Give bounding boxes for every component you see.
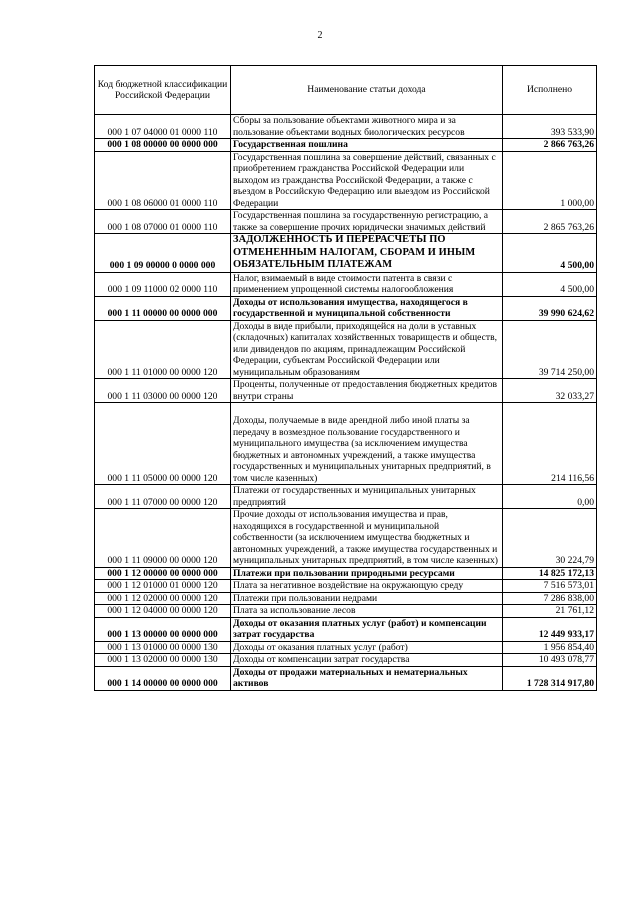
revenue-name-text: Платежи при пользовании природными ресурсами — [233, 567, 455, 579]
table-row — [95, 485, 597, 509]
table-row — [95, 509, 597, 568]
revenue-name-text: Проценты, полученные от предоставления бюджетных кредитов внутри страны — [233, 379, 498, 402]
revenue-name-text: Доходы от продажи материальных и нематериальных активов — [233, 666, 468, 689]
budget-code-cell: 000 1 13 00000 00 0000 000 — [95, 617, 231, 641]
revenue-name-cell — [231, 654, 503, 667]
revenue-name-cell — [231, 605, 503, 618]
budget-code-cell: 000 1 08 06000 01 0000 110 — [95, 151, 231, 210]
table-row — [95, 641, 597, 654]
revenue-name-text: Государственная пошлина — [233, 139, 348, 150]
executed-amount-cell: 4 500,00 — [503, 234, 597, 273]
budget-code-cell: 000 1 08 07000 01 0000 110 — [95, 210, 231, 234]
revenue-name-text: Доходы в виде прибыли, приходящейся на доли в уставных (складочных) капиталах хозяйственных товариществ и обществ, или дивидендов по акциям, принадлежащим Российской Федерации, субъектам Российской Федерации или муниципальным образованиям — [233, 320, 498, 378]
table-row — [95, 403, 597, 485]
executed-amount-cell: 1 956 854,40 — [503, 641, 597, 654]
table-header-row — [95, 66, 597, 115]
table-row — [95, 617, 597, 641]
revenue-table — [94, 65, 597, 691]
revenue-name-cell — [231, 580, 503, 593]
table-row — [95, 605, 597, 618]
executed-amount-cell: 393 533,90 — [503, 115, 597, 139]
table-row — [95, 296, 597, 320]
budget-code-cell: 000 1 13 02000 00 0000 130 — [95, 654, 231, 667]
revenue-name-cell — [231, 210, 503, 234]
revenue-name-text: Платежи при пользовании недрами — [233, 592, 378, 604]
executed-amount-cell: 39 990 624,62 — [503, 296, 597, 320]
table-row — [95, 151, 597, 210]
table-row — [95, 139, 597, 152]
executed-amount-cell: 32 033,27 — [503, 379, 597, 403]
executed-amount-cell: 14 825 172,13 — [503, 567, 597, 580]
revenue-name-cell — [231, 139, 503, 152]
header-name: Наименование статьи дохода — [231, 66, 503, 115]
revenue-name-text: Государственная пошлина за государственную регистрацию, а также за совершение прочих юридически значимых действий — [233, 210, 489, 233]
revenue-name-cell — [231, 509, 503, 568]
revenue-name-cell — [231, 567, 503, 580]
table-row — [95, 666, 597, 690]
executed-amount-cell: 39 714 250,00 — [503, 320, 597, 379]
revenue-name-text: Платежи от государственных и муниципальных унитарных предприятий — [233, 485, 476, 508]
revenue-name-cell — [231, 234, 503, 273]
revenue-name-cell — [231, 641, 503, 654]
revenue-name-cell — [231, 403, 503, 485]
revenue-name-cell — [231, 379, 503, 403]
table-body — [95, 115, 597, 691]
revenue-name-cell — [231, 666, 503, 690]
executed-amount-cell: 21 761,12 — [503, 605, 597, 618]
budget-code-cell: 000 1 11 07000 00 0000 120 — [95, 485, 231, 509]
revenue-name-text: Прочие доходы от использования имущества и прав, находящихся в государственной и муниципальной собственности (за исключением имущества бюджетных и автономных учреждений, а также имущества государственных и муниципальных унитарных предприятий, в том числе казенных) — [233, 509, 498, 566]
table-row — [95, 592, 597, 605]
header-executed: Исполнено — [503, 66, 597, 115]
budget-code-cell: 000 1 11 09000 00 0000 120 — [95, 509, 231, 568]
revenue-name-text: Государственная пошлина за совершение действий, связанных с приобретением гражданства Российской Федерации или выходом из гражданства Российской Федерации, а также с въездом в Российскую Федерацию или выездом из Российской Федерации — [233, 151, 496, 209]
table-row — [95, 234, 597, 273]
table-row — [95, 115, 597, 139]
budget-code-cell: 000 1 12 01000 01 0000 120 — [95, 580, 231, 593]
executed-amount-cell: 30 224,79 — [503, 509, 597, 568]
executed-amount-cell: 7 516 573,01 — [503, 580, 597, 593]
budget-code-cell: 000 1 12 00000 00 0000 000 — [95, 567, 231, 580]
budget-code-cell: 000 1 11 05000 00 0000 120 — [95, 403, 231, 485]
executed-amount-cell: 214 116,56 — [503, 403, 597, 485]
executed-amount-cell: 7 286 838,00 — [503, 592, 597, 605]
revenue-name-text: Доходы от компенсации затрат государства — [233, 654, 410, 665]
revenue-name-cell — [231, 592, 503, 605]
budget-code-cell: 000 1 11 01000 00 0000 120 — [95, 320, 231, 379]
table-row — [95, 210, 597, 234]
table-row — [95, 654, 597, 667]
revenue-name-text: Доходы от использования имущества, находящегося в государственной и муниципальной собственности — [233, 296, 468, 319]
revenue-name-cell — [231, 272, 503, 296]
revenue-name-cell — [231, 320, 503, 379]
page-number: 2 — [317, 30, 323, 41]
budget-code-cell: 000 1 11 00000 00 0000 000 — [95, 296, 231, 320]
budget-code-cell: 000 1 14 00000 00 0000 000 — [95, 666, 231, 690]
budget-code-cell: 000 1 09 00000 0 0000 000 — [95, 234, 231, 273]
revenue-name-text: Плата за использование лесов — [233, 605, 356, 616]
executed-amount-cell: 2 865 763,26 — [503, 210, 597, 234]
table-row — [95, 320, 597, 379]
table-row — [95, 272, 597, 296]
cell-spacer — [233, 403, 500, 415]
revenue-name-text: ЗАДОЛЖЕННОСТЬ И ПЕРЕРАСЧЕТЫ ПО ОТМЕНЕННЫМ НАЛОГАМ, СБОРАМ И ИНЫМ ОБЯЗАТЕЛЬНЫМ ПЛАТЕЖАМ — [233, 234, 476, 270]
budget-code-cell: 000 1 11 03000 00 0000 120 — [95, 379, 231, 403]
revenue-name-text: Доходы, получаемые в виде арендной либо иной платы за передачу в возмездное пользование государственного и муниципального имущества (за исключением имущества бюджетных и автономных учреждений, а также имущества государственных и муниципальных унитарных предприятий, в том числе казенных) — [233, 415, 491, 484]
budget-code-cell: 000 1 13 01000 00 0000 130 — [95, 641, 231, 654]
budget-code-cell: 000 1 09 11000 02 0000 110 — [95, 272, 231, 296]
executed-amount-cell: 12 449 933,17 — [503, 617, 597, 641]
revenue-name-text: Доходы от оказания платных услуг (работ) и компенсации затрат государства — [233, 617, 487, 640]
revenue-name-text: Налог, взимаемый в виде стоимости патента в связи с применением упрощенной системы налогообложения — [233, 272, 454, 295]
revenue-name-cell — [231, 617, 503, 641]
budget-code-cell: 000 1 12 04000 00 0000 120 — [95, 605, 231, 618]
executed-amount-cell: 1 728 314 917,80 — [503, 666, 597, 690]
header-code: Код бюджетной классификации Российской Федерации — [95, 66, 231, 115]
table-row — [95, 379, 597, 403]
budget-code-cell: 000 1 08 00000 00 0000 000 — [95, 139, 231, 152]
revenue-name-text: Плата за негативное воздействие на окружающую среду — [233, 580, 464, 591]
executed-amount-cell: 4 500,00 — [503, 272, 597, 296]
executed-amount-cell: 2 866 763,26 — [503, 139, 597, 152]
executed-amount-cell: 0,00 — [503, 485, 597, 509]
table-row — [95, 567, 597, 580]
table-row — [95, 580, 597, 593]
revenue-name-text: Сборы за пользование объектами животного мира и за пользование объектами водных биологических ресурсов — [233, 115, 465, 138]
executed-amount-cell: 1 000,00 — [503, 151, 597, 210]
budget-code-cell: 000 1 12 02000 00 0000 120 — [95, 592, 231, 605]
revenue-name-cell — [231, 296, 503, 320]
revenue-name-cell — [231, 151, 503, 210]
budget-code-cell: 000 1 07 04000 01 0000 110 — [95, 115, 231, 139]
revenue-name-cell — [231, 485, 503, 509]
executed-amount-cell: 10 493 078,77 — [503, 654, 597, 667]
revenue-name-cell — [231, 115, 503, 139]
revenue-name-text: Доходы от оказания платных услуг (работ) — [233, 641, 408, 653]
